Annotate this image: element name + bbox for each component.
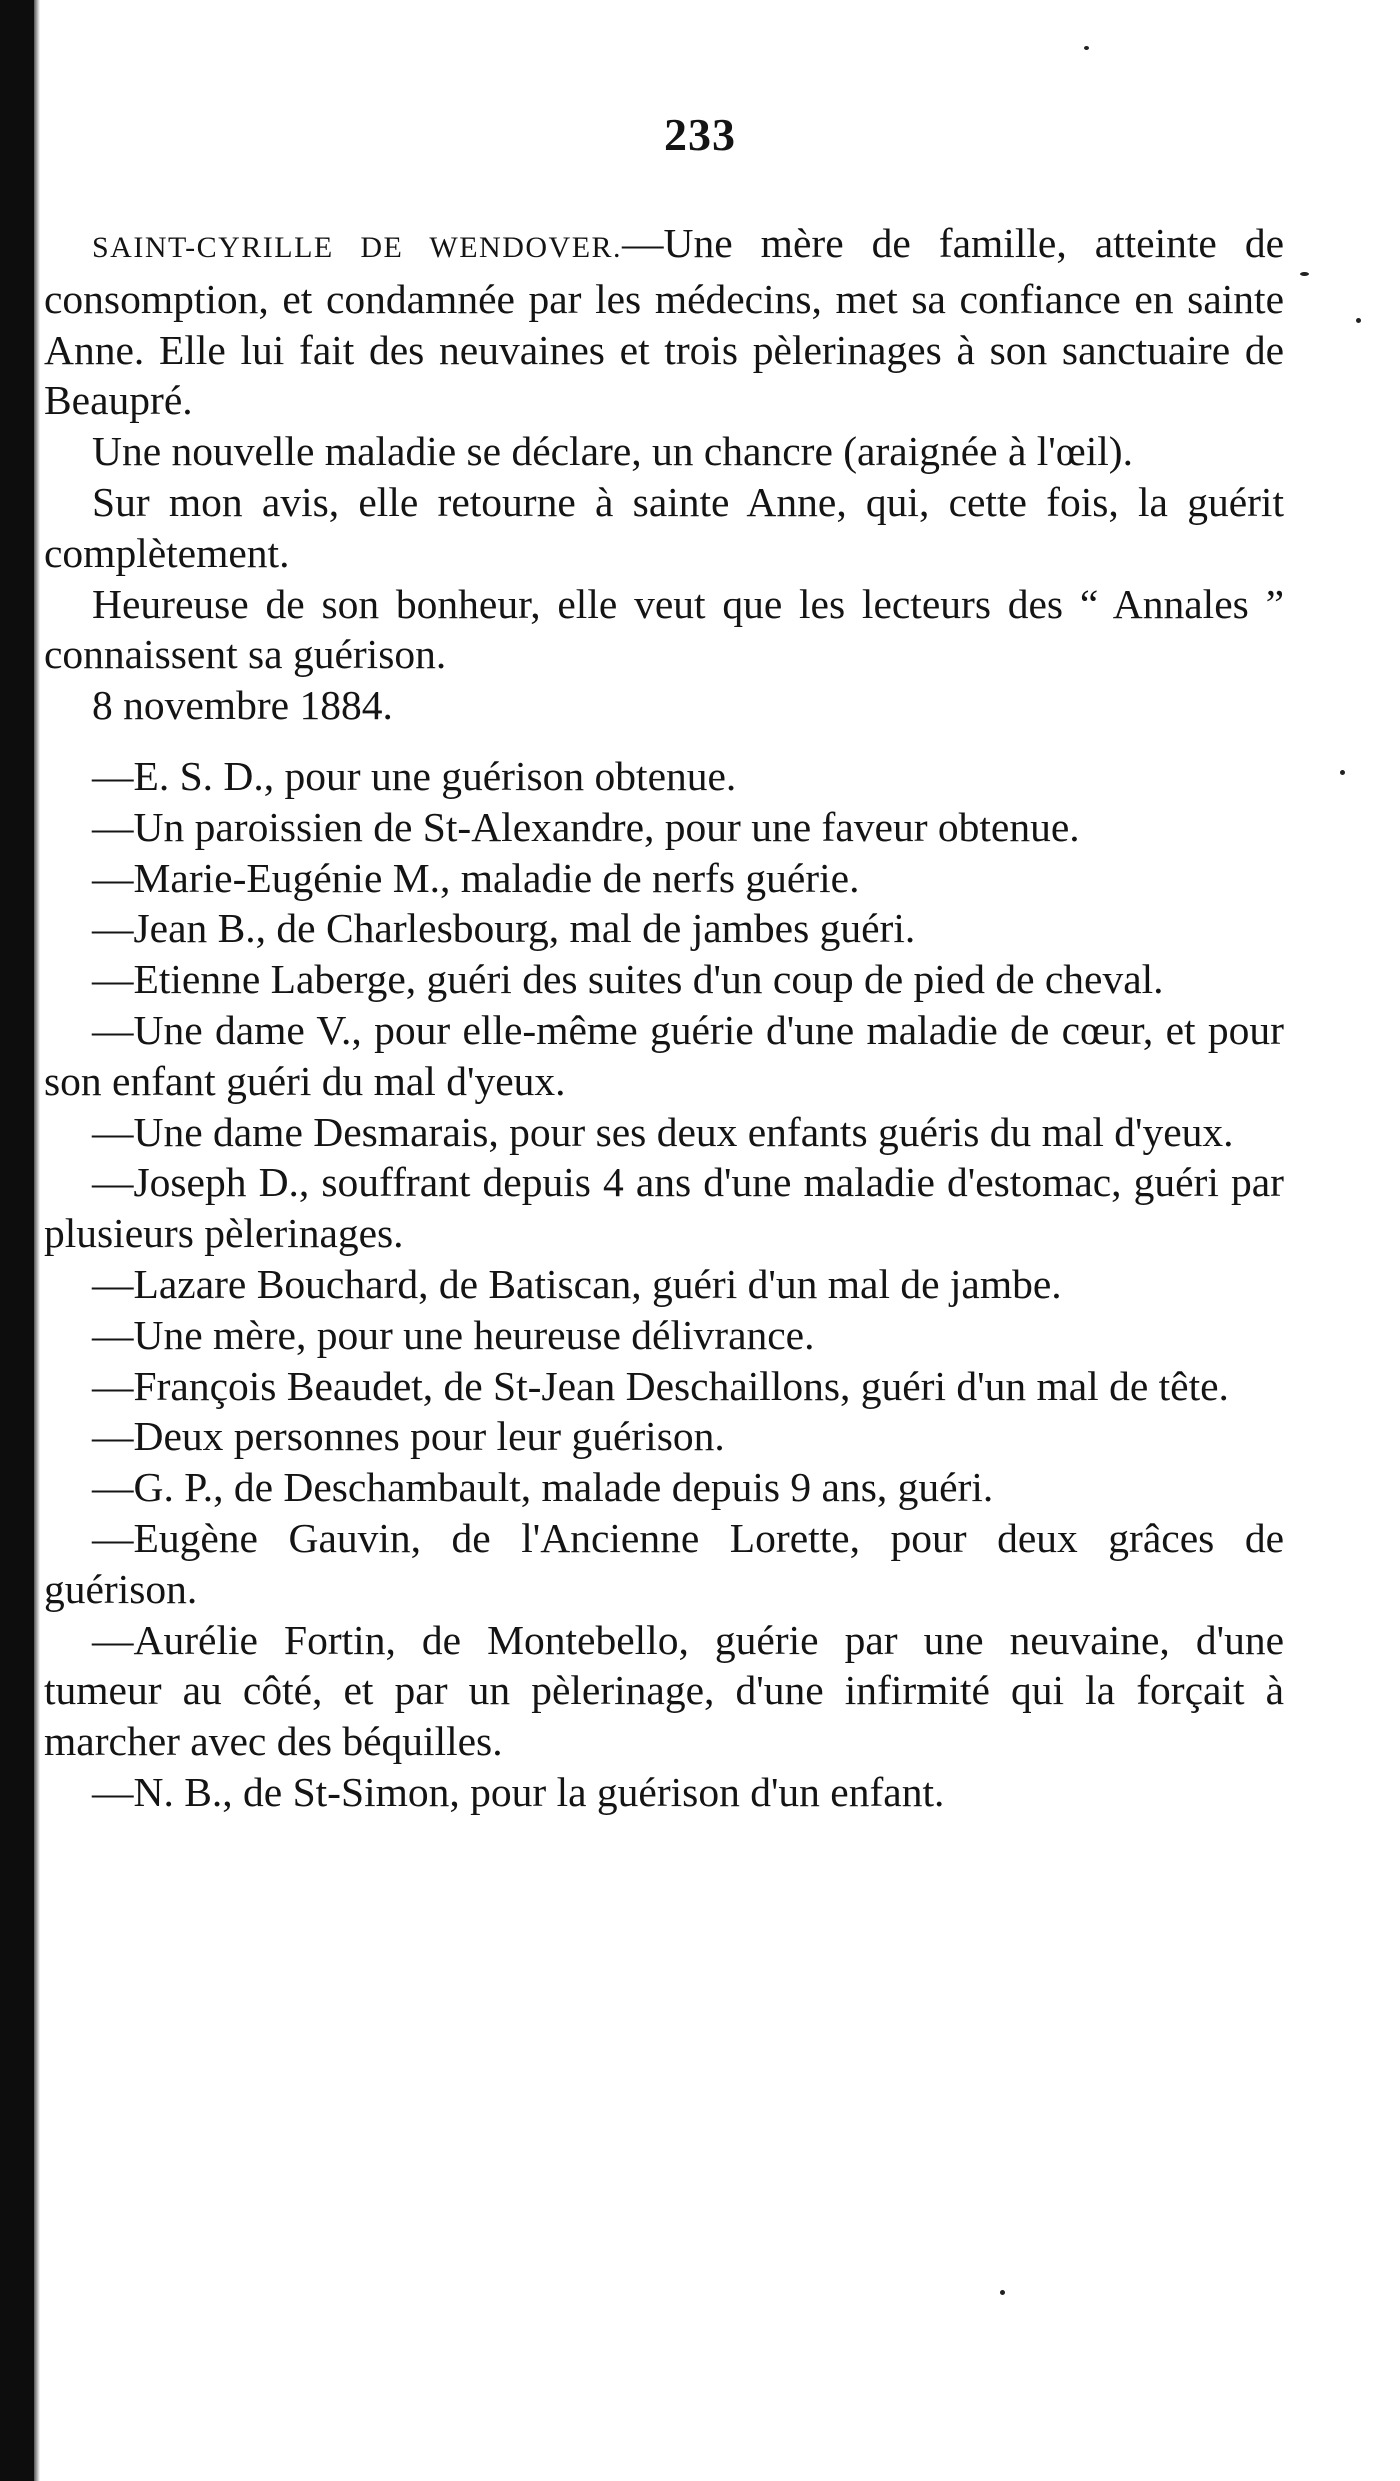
list-entry: —E. S. D., pour une guérison obtenue.	[92, 752, 737, 799]
list-entry: —Jean B., de Charlesbourg, mal de jambes guéri.	[92, 905, 916, 952]
article-paragraph-3: Sur mon avis, elle retourne à sainte Anne, qui, cette fois, la guérit complètement.	[44, 478, 1284, 576]
list-entry: —Une mère, pour une heureuse délivrance.	[92, 1311, 815, 1358]
page-number: 233	[664, 109, 736, 160]
list-entry: —Etienne Laberge, guéri des suites d'un coup de pied de cheval.	[92, 956, 1164, 1003]
page-gutter	[34, 0, 40, 2481]
list-entry: —G. P., de Deschambault, malade depuis 9 ans, guéri.	[92, 1464, 994, 1511]
list-entry: —N. B., de St-Simon, pour la guérison d'un enfant.	[92, 1768, 945, 1815]
ink-speck	[1356, 318, 1361, 323]
list-entry: —Une dame Desmarais, pour ses deux enfants guéris du mal d'yeux.	[92, 1108, 1234, 1155]
ink-speck	[1340, 770, 1345, 775]
section-spacer	[44, 731, 1284, 751]
list-entry: —Un paroissien de St-Alexandre, pour une faveur obtenue.	[92, 803, 1080, 850]
article-paragraph-2: Une nouvelle maladie se déclare, un chancre (araignée à l'œil).	[92, 428, 1133, 475]
list-entry: —Lazare Bouchard, de Batiscan, guéri d'un mal de jambe.	[92, 1260, 1062, 1307]
list-entry: —Aurélie Fortin, de Montebello, guérie par une neuvaine, d'une tumeur au côté, et par un pèlerinage, d'une infirmité qui la forçait à marcher avec des béquilles.	[44, 1616, 1284, 1765]
book-binding-shadow	[0, 0, 34, 2481]
list-entry: —Une dame V., pour elle-même guérie d'une maladie de cœur, et pour son enfant guéri du mal d'yeux.	[44, 1006, 1284, 1104]
list-entry: —Joseph D., souffrant depuis 4 ans d'une maladie d'estomac, guéri par plusieurs pèlerinages.	[44, 1159, 1284, 1257]
list-entry: —Eugène Gauvin, de l'Ancienne Lorette, pour deux grâces de guérison.	[44, 1514, 1284, 1612]
list-entry: —Deux personnes pour leur guérison.	[92, 1413, 725, 1460]
article-paragraph-4: Heureuse de son bonheur, elle veut que les lecteurs des “ Annales ” connaissent sa guérison.	[44, 580, 1284, 678]
ink-speck	[1000, 2290, 1005, 2295]
page-body	[44, 218, 1284, 1818]
article-paragraph-text: —Une mère de famille, atteinte de consomption, et condamnée par les médecins, met sa confiance en sainte Anne. Elle lui fait des neuvaines et trois pèlerinages à son sanctuaire de Beaupré.	[44, 220, 1284, 424]
ink-speck	[1084, 46, 1089, 50]
list-entry: —François Beaudet, de St-Jean Deschaillons, guéri d'un mal de tête.	[92, 1362, 1229, 1409]
article-paragraph-1	[44, 218, 1284, 426]
article-date: 8 novembre 1884.	[92, 682, 393, 729]
ink-speck	[1300, 272, 1309, 276]
article-heading: SAINT-CYRILLE DE WENDOVER.	[92, 231, 623, 264]
list-entry: —Marie-Eugénie M., maladie de nerfs guérie.	[92, 854, 860, 901]
